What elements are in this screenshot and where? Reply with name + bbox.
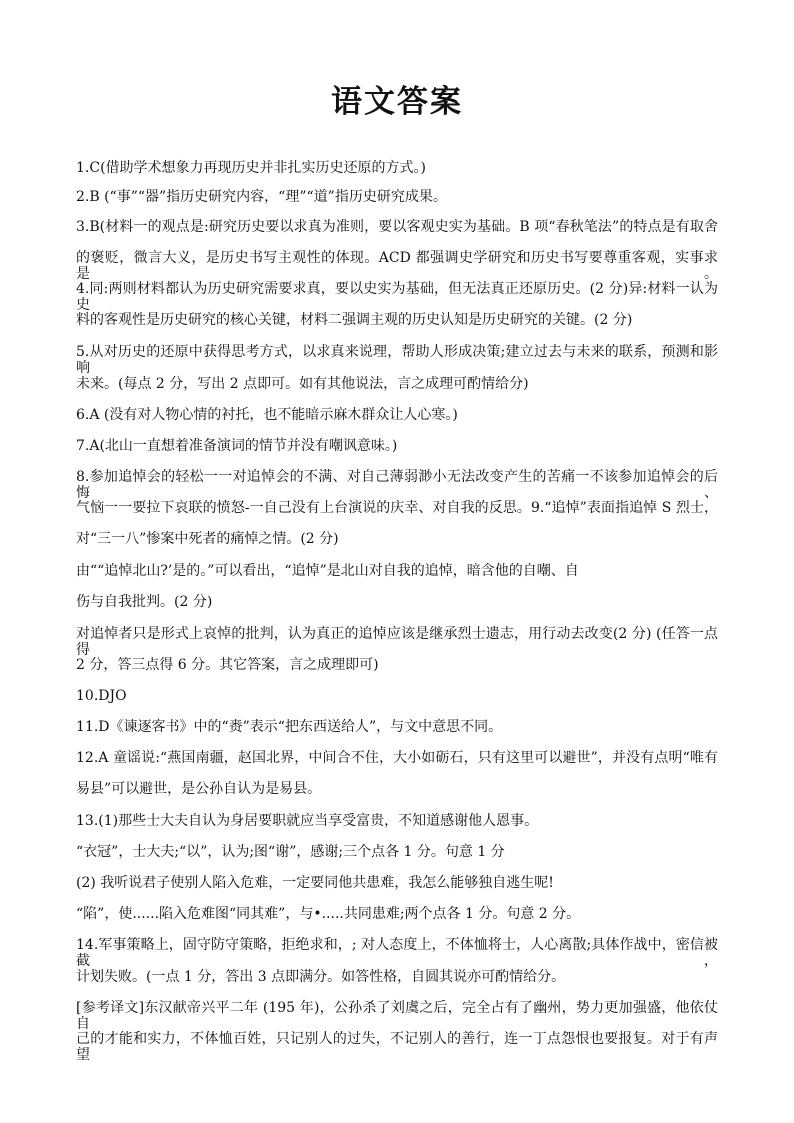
answer-line: “陷”，使......陷入危难图“同其难”，与•.....共同患难;两个点各 1 分。句意 2 分。 — [76, 906, 581, 922]
answer-line: 的褒贬，微言大义，是历史书写主观性的体现。ACD 都强调史学研究和历史书写要尊重客观，实事求是。 — [76, 250, 718, 282]
answer-line: 1.C(借助学术想象力再现历史并非扎实历史还原的方式。) — [76, 160, 426, 176]
answer-line: [参考译文]东汉献帝兴平二年 (195 年)，公孙杀了刘虞之后，完全占有了幽州，势力更加强盛，他依仗自 — [76, 1000, 718, 1032]
answer-line: 7.A(北山一直想着准备演词的情节并没有嘲讽意味。) — [76, 438, 398, 454]
answer-line: 易县”可以避世，是公孙自认为是易县。 — [76, 781, 322, 797]
answer-line: 对追悼者只是形式上哀悼的批判，认为真正的追悼应该是继承烈士遗志，用行动去改变(2 分) (任答一点得 — [76, 626, 718, 658]
answer-line: 料的客观性是历史研究的核心关键，材料二强调主观的历史认知是历史研究的关键。(2 分) — [76, 312, 633, 328]
answer-line: 计划失败。(一点 1 分，答出 3 点即满分。如答性格，自圆其说亦可酌情给分。 — [76, 969, 566, 985]
answer-line: 己的才能和实力，不体恤百姓，只记别人的过失，不记别人的善行，连一丁点怨恨也要报复。对于有声望 — [76, 1031, 718, 1063]
answer-line: 8.参加追悼会的轻松一一对追悼会的不满、对自己薄弱渺小无法改变产生的苦痛一不该参加追悼会的后悔、 — [76, 469, 718, 501]
answer-line: 由““追悼北山?’是的。”可以看出，“追悼”是北山对自我的追悼，暗含他的自嘲、自 — [76, 563, 579, 579]
answer-line: 气恼一一要拉下哀联的愤怒-一自己没有上台演说的庆幸、对自我的反思。9.“追悼”表面指追悼 S 烈士， — [76, 500, 718, 516]
answer-line: 4.同:两则材料都认为历史研究需要求真，要以史实为基础，但无法真正还原历史。(2 分)异:材料一认为史 — [76, 281, 718, 313]
answer-line: 对“三一八”惨案中死者的痛悼之情。(2 分) — [76, 531, 339, 547]
answer-line: “衣冠”，士大夫;“以”，认为;图“谢”，感谢;三个点各 1 分。句意 1 分 — [76, 844, 505, 860]
answer-line: 13.(1)那些士大夫自认为身居要职就应当享受富贵，不知道感谢他人恩事。 — [76, 813, 539, 829]
answer-line: (2) 我听说君子使别人陷入危难，一定要同他共患难，我怎么能够独自逃生呢! — [76, 875, 554, 891]
page-title: 语文答案 — [331, 84, 463, 120]
answer-line: 14.军事策略上，固守防守策略，拒绝求和，; 对人态度上，不体恤将士，人心离散;具体作战中，密信被截， — [76, 937, 718, 969]
answer-line: 伤与自我批判。(2 分) — [76, 594, 213, 610]
answer-line: 2 分，答三点得 6 分。其它答案，言之成理即可) — [76, 657, 379, 673]
answer-line: 10.DJO — [76, 688, 127, 704]
answer-line: 未来。(每点 2 分，写出 2 点即可。如有其他说法，言之成理可酌情给分) — [76, 376, 529, 392]
answer-line: 6.A (没有对人物心情的衬托，也不能暗示麻木群众让人心寒。) — [76, 407, 458, 423]
answer-line: 5.从对历史的还原中获得思考方式，以求真来说理，帮助人形成决策;建立过去与未来的联系，预测和影响 — [76, 344, 718, 376]
answer-line: 3.B(材料一的观点是:研究历史要以求真为准则，要以客观史实为基础。B 项“春秋笔法”的特点是有取舍 — [76, 219, 718, 235]
answer-line: 11.D《谏逐客书》中的“赉”表示“把东西送给人”，与文中意思不同。 — [76, 719, 503, 735]
answer-line: 12.A 童谣说:“燕国南疆，赵国北界，中间合不住，大小如砺石，只有这里可以避世”，并没有点明“唯有 — [76, 750, 718, 766]
answer-line: 2.B (“事”“器”指历史研究内容，“理”“道”指历史研究成果。 — [76, 189, 447, 205]
